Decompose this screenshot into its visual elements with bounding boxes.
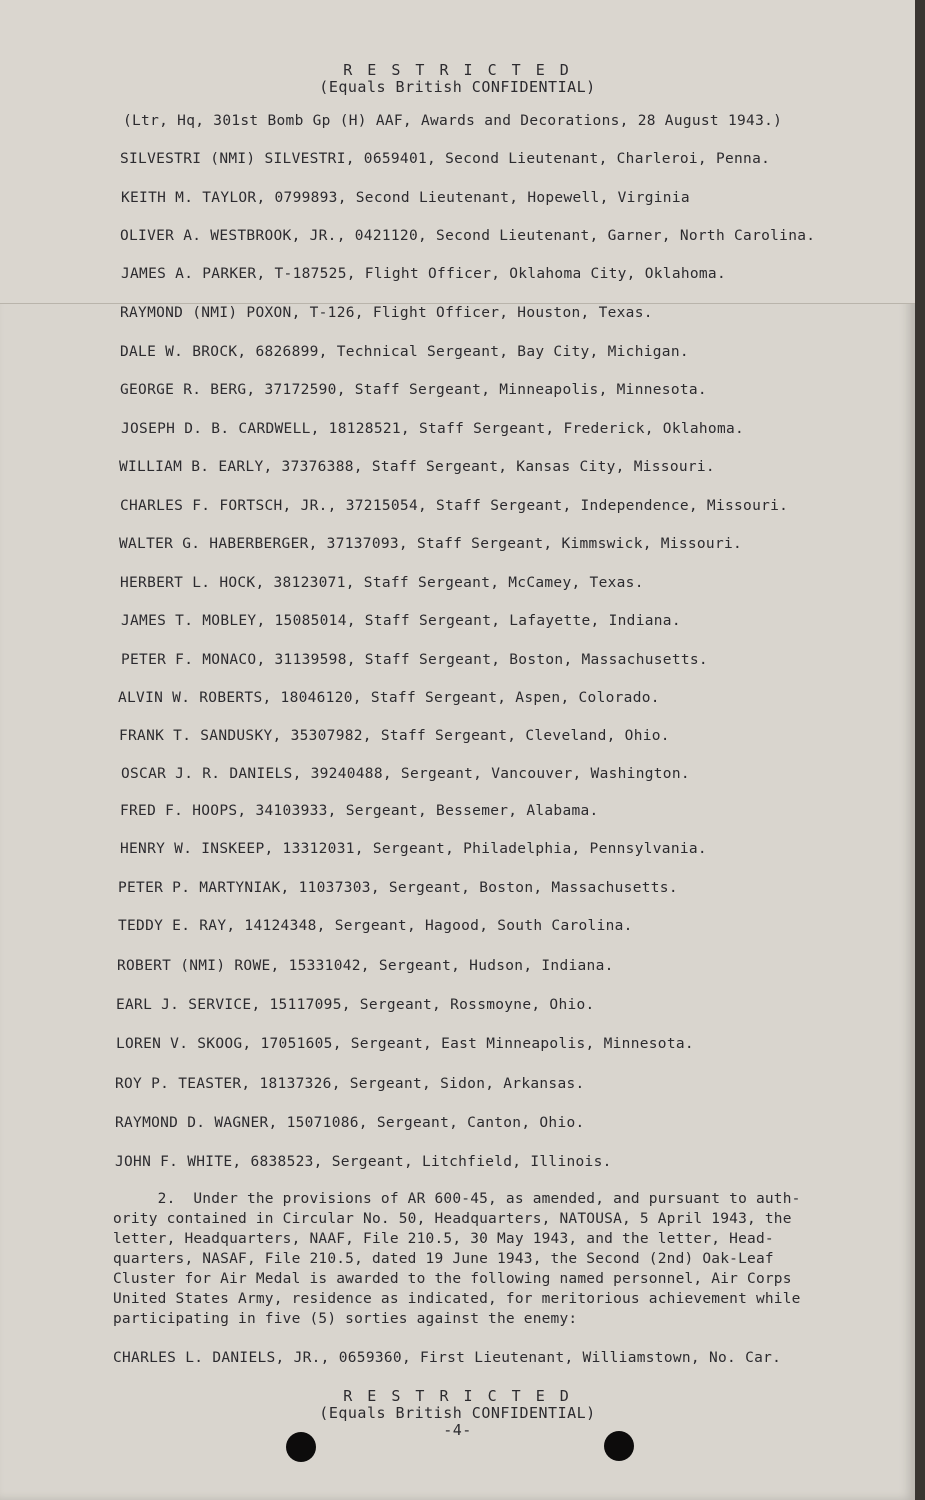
reference-line: (Ltr, Hq, 301st Bomb Gp (H) AAF, Awards and Decorations, 28 August 1943.)	[123, 113, 783, 129]
personnel-entry: DALE W. BROCK, 6826899, Technical Sergeant, Bay City, Michigan.	[120, 344, 689, 360]
final-personnel-entry: CHARLES L. DANIELS, JR., 0659360, First Lieutenant, Williamstown, No. Car.	[113, 1350, 782, 1366]
paragraph-line: participating in five (5) sorties against the enemy:	[113, 1311, 578, 1327]
personnel-entry: OLIVER A. WESTBROOK, JR., 0421120, Second Lieutenant, Garner, North Carolina.	[120, 228, 816, 244]
paragraph-line: 2. Under the provisions of AR 600-45, as amended, and pursuant to auth-	[113, 1191, 801, 1207]
personnel-entry: JAMES A. PARKER, T-187525, Flight Officer, Oklahoma City, Oklahoma.	[121, 266, 726, 282]
personnel-entry: WALTER G. HABERBERGER, 37137093, Staff Sergeant, Kimmswick, Missouri.	[119, 536, 743, 552]
personnel-entry: OSCAR J. R. DANIELS, 39240488, Sergeant, Vancouver, Washington.	[121, 766, 690, 782]
punch-hole-left	[286, 1432, 316, 1462]
personnel-entry: KEITH M. TAYLOR, 0799893, Second Lieutenant, Hopewell, Virginia	[121, 190, 690, 206]
personnel-entry: WILLIAM B. EARLY, 37376388, Staff Sergeant, Kansas City, Missouri.	[119, 459, 715, 475]
paragraph-line: United States Army, residence as indicated, for meritorious achievement while	[113, 1291, 801, 1307]
punch-hole-right	[604, 1431, 634, 1461]
footer-equivalence: (Equals British CONFIDENTIAL)	[319, 1404, 596, 1422]
personnel-entry: JOSEPH D. B. CARDWELL, 18128521, Staff Sergeant, Frederick, Oklahoma.	[121, 421, 745, 437]
personnel-entry: RAYMOND (NMI) POXON, T-126, Flight Officer, Houston, Texas.	[120, 305, 653, 321]
personnel-entry: FRANK T. SANDUSKY, 35307982, Staff Sergeant, Cleveland, Ohio.	[119, 728, 670, 744]
personnel-entry: LOREN V. SKOOG, 17051605, Sergeant, East Minneapolis, Minnesota.	[116, 1036, 694, 1052]
personnel-entry: SILVESTRI (NMI) SILVESTRI, 0659401, Second Lieutenant, Charleroi, Penna.	[120, 151, 771, 167]
personnel-entry: PETER P. MARTYNIAK, 11037303, Sergeant, Boston, Massachusetts.	[118, 880, 678, 896]
personnel-entry: EARL J. SERVICE, 15117095, Sergeant, Rossmoyne, Ohio.	[116, 997, 595, 1013]
personnel-entry: JOHN F. WHITE, 6838523, Sergeant, Litchfield, Illinois.	[115, 1154, 612, 1170]
personnel-entry: GEORGE R. BERG, 37172590, Staff Sergeant, Minneapolis, Minnesota.	[120, 382, 707, 398]
footer-classification: R E S T R I C T E D	[343, 1387, 572, 1405]
personnel-entry: ALVIN W. ROBERTS, 18046120, Staff Sergeant, Aspen, Colorado.	[118, 690, 660, 706]
header-block	[0, 62, 915, 96]
personnel-entry: JAMES T. MOBLEY, 15085014, Staff Sergeant, Lafayette, Indiana.	[121, 613, 681, 629]
personnel-entry: CHARLES F. FORTSCH, JR., 37215054, Staff Sergeant, Independence, Missouri.	[120, 498, 789, 514]
header-classification: R E S T R I C T E D	[343, 61, 572, 79]
page-number: -4-	[443, 1421, 472, 1439]
header-equivalence: (Equals British CONFIDENTIAL)	[319, 78, 596, 96]
paragraph-line: ority contained in Circular No. 50, Headquarters, NATOUSA, 5 April 1943, the	[113, 1211, 792, 1227]
personnel-entry: TEDDY E. RAY, 14124348, Sergeant, Hagood, South Carolina.	[118, 918, 633, 934]
personnel-entry: PETER F. MONACO, 31139598, Staff Sergeant, Boston, Massachusetts.	[121, 652, 708, 668]
personnel-entry: FRED F. HOOPS, 34103933, Sergeant, Bessemer, Alabama.	[120, 803, 599, 819]
personnel-entry: RAYMOND D. WAGNER, 15071086, Sergeant, Canton, Ohio.	[115, 1115, 585, 1131]
paragraph-line: Cluster for Air Medal is awarded to the following named personnel, Air Corps	[113, 1271, 792, 1287]
paragraph-line: letter, Headquarters, NAAF, File 210.5, 30 May 1943, and the letter, Head-	[113, 1231, 774, 1247]
personnel-entry: ROBERT (NMI) ROWE, 15331042, Sergeant, Hudson, Indiana.	[117, 958, 614, 974]
paragraph-line: quarters, NASAF, File 210.5, dated 19 June 1943, the Second (2nd) Oak-Leaf	[113, 1251, 774, 1267]
footer-block	[0, 1388, 915, 1439]
personnel-entry: ROY P. TEASTER, 18137326, Sergeant, Sidon, Arkansas.	[115, 1076, 585, 1092]
personnel-entry: HERBERT L. HOCK, 38123071, Staff Sergeant, McCamey, Texas.	[120, 575, 644, 591]
paragraph-2	[113, 1189, 853, 1329]
personnel-entry: HENRY W. INSKEEP, 13312031, Sergeant, Philadelphia, Pennsylvania.	[120, 841, 707, 857]
